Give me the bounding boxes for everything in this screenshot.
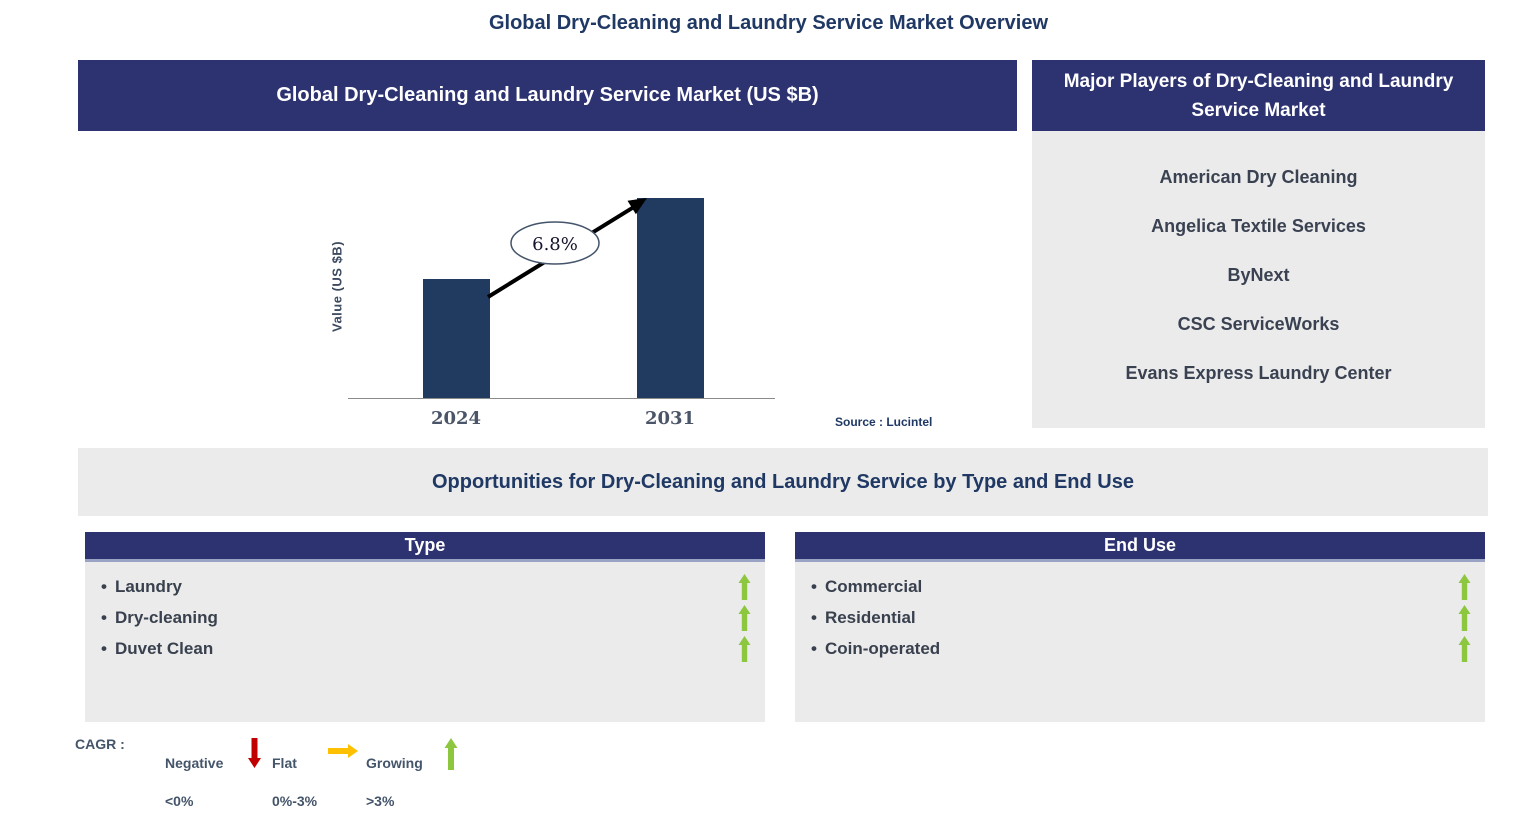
- end-use-item-row: [795, 571, 1485, 602]
- up-arrow-icon: [1458, 605, 1471, 631]
- player-name: Angelica Textile Services: [1151, 216, 1366, 236]
- growth-arrowhead-icon: [628, 198, 648, 214]
- player-name: ByNext: [1227, 265, 1290, 285]
- type-item-row: [85, 633, 765, 664]
- cagr-legend: [75, 735, 458, 830]
- x-axis-line: [348, 398, 775, 399]
- growth-arrow-and-cagr-badge: [418, 186, 738, 336]
- end-use-panel-body: [795, 562, 1485, 722]
- major-players-header-label: Major Players of Dry-Cleaning and Laundry Service Market: [1063, 70, 1454, 121]
- legend-growing-text: [366, 735, 444, 830]
- x-tick-2031: 2031: [644, 408, 696, 429]
- legend-negative-label: Negative: [165, 755, 224, 771]
- end-use-item-label: • Coin-operated: [811, 639, 940, 659]
- type-panel: [85, 532, 765, 722]
- legend-negative-range: <0%: [165, 793, 194, 809]
- page-title: Global Dry-Cleaning and Laundry Service Market Overview: [488, 12, 1049, 34]
- legend-growing-range: >3%: [366, 793, 395, 809]
- market-chart-header: [78, 60, 1017, 131]
- legend-negative-text: [165, 735, 247, 830]
- end-use-item-label: • Residential: [811, 608, 916, 628]
- up-arrow-icon: [738, 574, 751, 600]
- opportunities-banner-label: Opportunities for Dry-Cleaning and Laundry Service by Type and End Use: [432, 470, 1134, 493]
- type-panel-header: Type: [85, 532, 765, 562]
- player-name: CSC ServiceWorks: [1177, 314, 1340, 334]
- opportunities-banner: [78, 448, 1488, 516]
- up-arrow-icon: [1458, 636, 1471, 662]
- market-chart-header-label: Global Dry-Cleaning and Laundry Service Market (US $B): [276, 84, 819, 106]
- right-arrow-icon: [328, 743, 358, 759]
- up-arrow-icon: [738, 605, 751, 631]
- type-item-row: [85, 571, 765, 602]
- type-panel-body: [85, 562, 765, 722]
- cagr-value-label: 6.8%: [532, 234, 578, 255]
- down-arrow-icon: [247, 738, 262, 768]
- up-arrow-icon: [444, 738, 458, 770]
- legend-flat-range: 0%-3%: [272, 793, 318, 809]
- cagr-legend-label: CAGR :: [75, 736, 125, 752]
- major-players-header: [1032, 60, 1485, 131]
- player-name: Evans Express Laundry Center: [1125, 363, 1392, 383]
- legend-flat-label: Flat: [272, 755, 297, 771]
- source-note: Source : Lucintel: [835, 415, 933, 429]
- legend-flat-text: [272, 735, 328, 830]
- up-arrow-icon: [1458, 574, 1471, 600]
- end-use-item-row: [795, 602, 1485, 633]
- end-use-panel: [795, 532, 1485, 722]
- end-use-item-row: [795, 633, 1485, 664]
- x-tick-2024: 2024: [430, 408, 482, 429]
- type-item-label: • Dry-cleaning: [101, 608, 218, 628]
- market-bar-chart: [78, 131, 1017, 445]
- type-item-row: [85, 602, 765, 633]
- legend-growing-label: Growing: [366, 755, 423, 771]
- y-axis-label: Value (US $B): [329, 240, 345, 333]
- end-use-panel-header: End Use: [795, 532, 1485, 562]
- player-name: American Dry Cleaning: [1159, 167, 1358, 187]
- major-players-list: [1032, 131, 1485, 428]
- up-arrow-icon: [738, 636, 751, 662]
- type-item-label: • Duvet Clean: [101, 639, 213, 659]
- type-item-label: • Laundry: [101, 577, 182, 597]
- end-use-item-label: • Commercial: [811, 577, 922, 597]
